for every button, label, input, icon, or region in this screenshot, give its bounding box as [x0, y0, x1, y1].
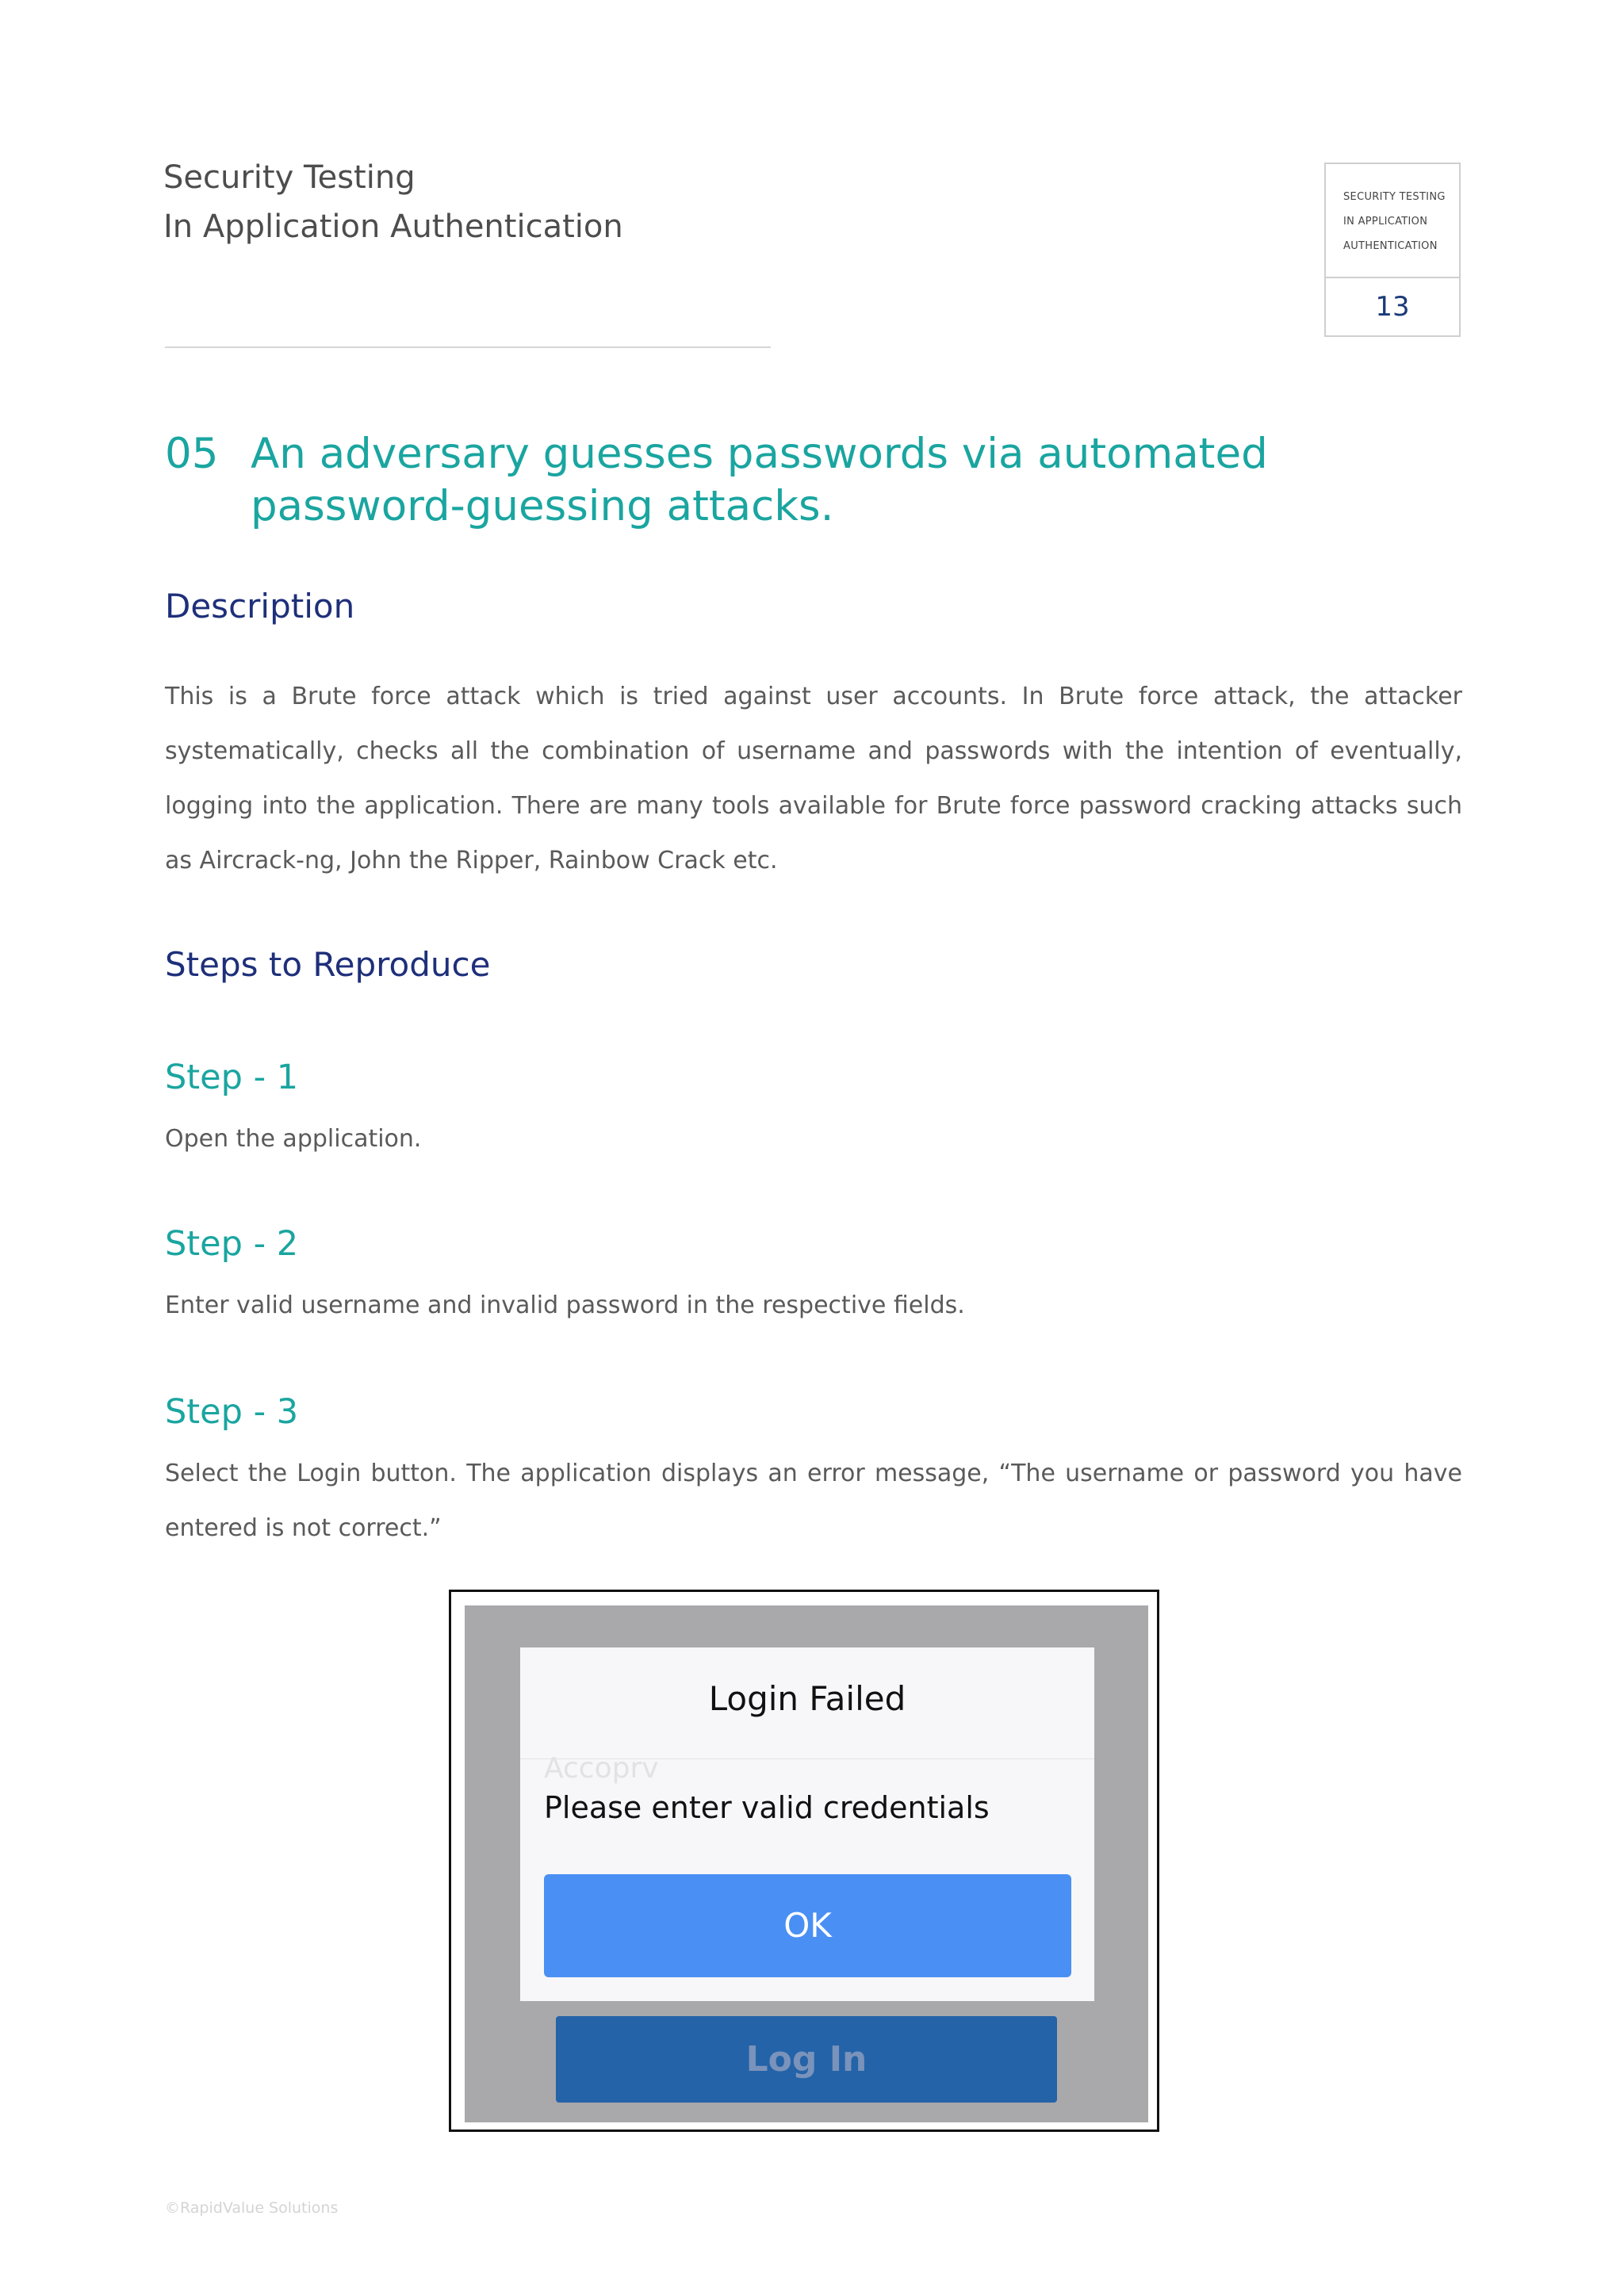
section-title: An adversary guesses passwords via automated password-guessing attacks. [251, 430, 1268, 530]
box-label-line-3: AUTHENTICATION [1343, 240, 1438, 252]
title-line-1: Security Testing [163, 159, 416, 196]
box-label-line-1: SECURITY TESTING [1343, 191, 1446, 203]
dialog-title: Login Failed [708, 1679, 906, 1718]
step-3-text: Select the Login button. The application displays an error message, “The username or password you have entered is not correct.” [165, 1460, 1462, 1542]
step-1-label: Step - 1 [165, 1058, 299, 1097]
login-failed-dialog [520, 1647, 1094, 2001]
login-button[interactable]: Log In [556, 2016, 1057, 2103]
header-divider [165, 346, 771, 348]
steps-heading: Steps to Reproduce [165, 945, 491, 984]
box-label-line-2: IN APPLICATION [1343, 216, 1428, 228]
ok-button[interactable]: OK [544, 1874, 1071, 1977]
screenshot-background [465, 1605, 1148, 2122]
page-number-box [1324, 163, 1461, 337]
section-number: 05 [165, 430, 219, 478]
step-3-label: Step - 3 [165, 1392, 299, 1432]
step-2-text: Enter valid username and invalid password in the respective fields. [165, 1292, 965, 1319]
page-number: 13 [1375, 291, 1410, 323]
document-title [163, 153, 623, 251]
login-failed-screenshot [449, 1590, 1159, 2132]
step-1-text: Open the application. [165, 1125, 422, 1153]
footer-copyright: ©RapidValue Solutions [165, 2199, 339, 2217]
title-line-2: In Application Authentication [163, 209, 623, 245]
step-2-label: Step - 2 [165, 1224, 299, 1264]
dialog-message: Please enter valid credentials [544, 1790, 990, 1825]
dialog-ghost-text: Accoprv [544, 1752, 659, 1785]
description-text: This is a Brute force attack which is tried against user accounts. In Brute force attack, the attacker systematically, checks all the combination of username and passwords with the intention of eventually, logging into the application. There are many tools available for Brute force password cracking attacks such as Aircrack-ng, John the Ripper, Rainbow Crack etc. [165, 683, 1462, 874]
description-heading: Description [165, 587, 355, 626]
page-box-label [1326, 164, 1459, 278]
